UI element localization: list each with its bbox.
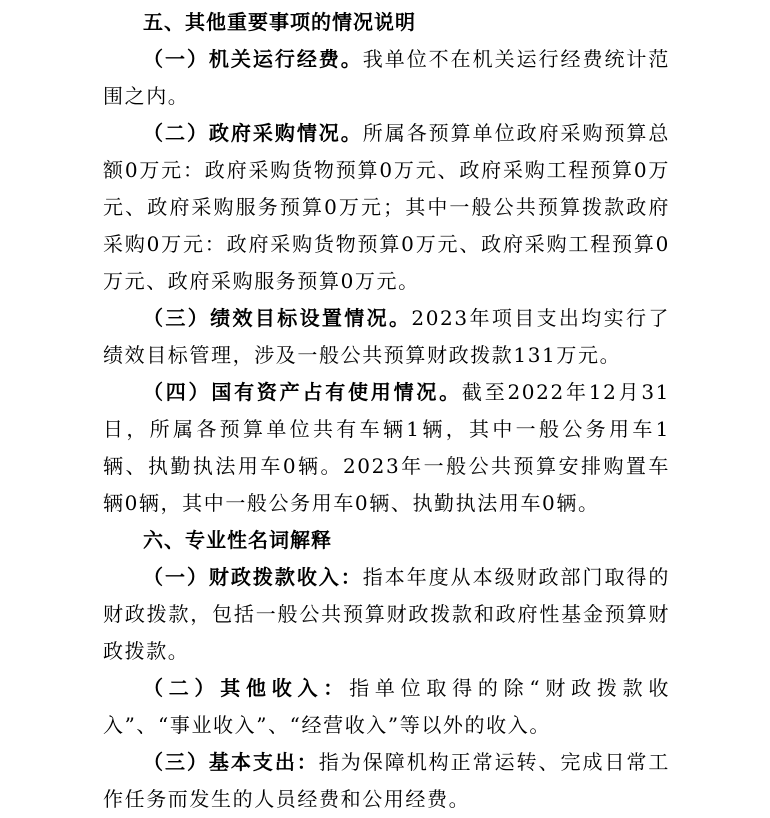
paragraph-lead: （三）绩效目标设置情况。	[143, 306, 412, 330]
paragraph-lead: （一）财政拨款收入：	[143, 565, 363, 589]
paragraph-lead: （二）政府采购情况。	[143, 121, 363, 145]
paragraph-lead: （一）机关运行经费。	[143, 47, 363, 71]
paragraph-text: 截至2022年12月31日，所属各预算单位共有车辆1辆，其中一般公务用车1辆、执勤执法用车0辆。2023年一般公共预算安排购置车辆0辆，其中一般公务用车0辆、执勤执法用车0辆。	[103, 380, 670, 515]
paragraph-government-procurement	[103, 115, 670, 300]
paragraph-text: 我单位不在机关运行经费统计范围之内。	[103, 47, 671, 108]
paragraph-text: 2023年项目支出均实行了绩效目标管理，涉及一般公共预算财政拨款131万元。	[103, 306, 671, 367]
paragraph-lead: （三）基本支出：	[143, 750, 319, 774]
paragraph-operating-expenses	[103, 41, 670, 115]
paragraph-text: 指为保障机构正常运转、完成日常工作任务而发生的人员经费和公用经费。	[103, 750, 670, 811]
paragraph-text: 指单位取得的除“财政拨款收入”、“事业收入”、“经营收入”等以外的收入。	[103, 676, 670, 737]
paragraph-performance-goals	[103, 300, 670, 374]
paragraph-state-assets	[103, 374, 670, 522]
paragraph-text: 所属各预算单位政府采购预算总额0万元：政府采购货物预算0万元、政府采购工程预算0万元、政府采购服务预算0万元；其中一般公共预算拨款政府采购0万元：政府采购货物预算0万元、政府采购工程预算0万元、政府采购服务预算0万元。	[103, 121, 671, 293]
paragraph-fiscal-appropriation-income	[103, 559, 670, 670]
paragraph-lead: （四）国有资产占有使用情况。	[143, 380, 462, 404]
section-6-heading: 六、专业性名词解释	[143, 528, 332, 552]
paragraph-lead: （二）其他收入：	[143, 676, 350, 700]
paragraph-other-income	[103, 670, 670, 744]
paragraph-text: 指本年度从本级财政部门取得的财政拨款，包括一般公共预算财政拨款和政府性基金预算财政拨款。	[103, 565, 671, 663]
section-5-heading: 五、其他重要事项的情况说明	[143, 10, 416, 34]
paragraph-basic-expenditure	[103, 744, 670, 818]
